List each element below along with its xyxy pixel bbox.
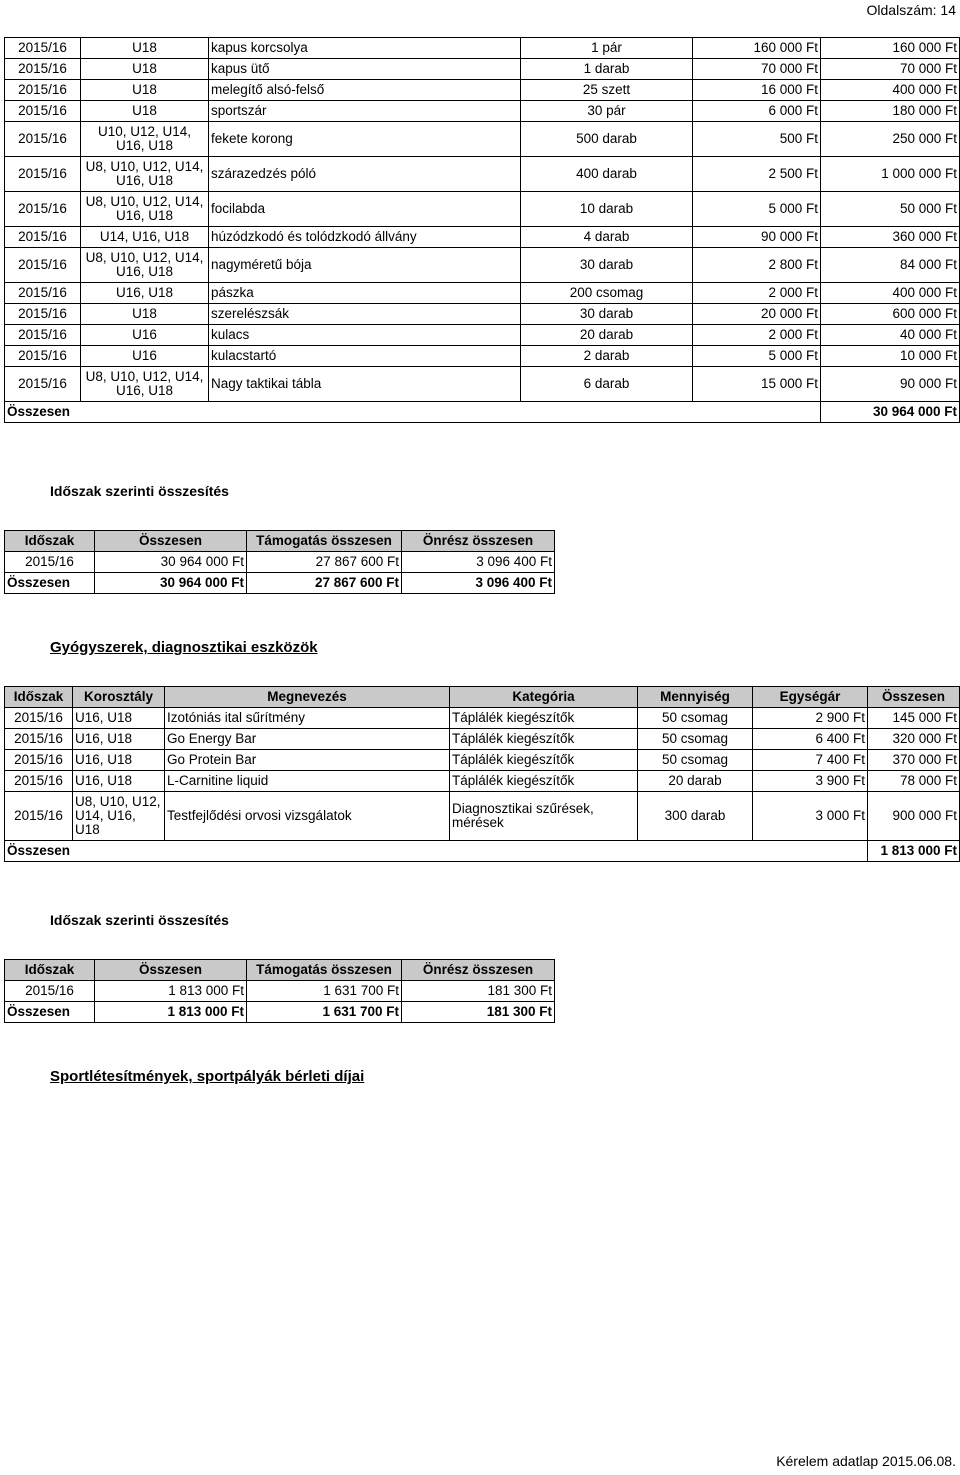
facilities-section-title: Sportlétesítmények, sportpályák bérleti díjai: [50, 1068, 365, 1085]
unit-price-cell: 5 000 Ft: [693, 192, 821, 227]
category-cell: Táplálék kiegészítők: [450, 729, 638, 750]
item-name-cell: focilabda: [209, 192, 521, 227]
page-number: Oldalszám: 14: [866, 2, 956, 18]
equipment-table: [4, 37, 960, 423]
table-row: [5, 981, 555, 1002]
footer-text: Kérelem adatlap 2015.06.08.: [776, 1453, 956, 1469]
total-cell: 84 000 Ft: [821, 248, 960, 283]
quantity-cell: 10 darab: [521, 192, 693, 227]
unit-price-cell: 7 400 Ft: [753, 750, 868, 771]
unit-price-cell: 3 900 Ft: [753, 771, 868, 792]
period-summary-table-2: [4, 959, 555, 1023]
age-cell: U16: [81, 325, 209, 346]
item-name-cell: kulacs: [209, 325, 521, 346]
unit-price-cell: 2 900 Ft: [753, 708, 868, 729]
total-row: [5, 402, 960, 423]
table-row: [5, 227, 960, 248]
drugs-table: [4, 686, 960, 862]
item-name-cell: pászka: [209, 283, 521, 304]
equipment-rows: [5, 38, 960, 423]
quantity-cell: 2 darab: [521, 346, 693, 367]
category-cell: Diagnosztikai szűrések, mérések: [450, 792, 638, 841]
table-row: [5, 346, 960, 367]
total-row: [5, 1002, 555, 1023]
quantity-cell: 6 darab: [521, 367, 693, 402]
age-cell: U8, U10, U12, U14, U16, U18: [81, 157, 209, 192]
total-label: Összesen: [5, 573, 95, 594]
table-row: [5, 552, 555, 573]
period-cell: 2015/16: [5, 80, 81, 101]
unit-price-cell: 500 Ft: [693, 122, 821, 157]
period-cell: 2015/16: [5, 283, 81, 304]
total-cell: 180 000 Ft: [821, 101, 960, 122]
table-row: [5, 304, 960, 325]
unit-price-cell: 20 000 Ft: [693, 304, 821, 325]
total-cell: 78 000 Ft: [868, 771, 960, 792]
table-row: [5, 750, 960, 771]
table-row: [5, 59, 960, 80]
item-name-cell: Izotóniás ital sűrítmény: [165, 708, 450, 729]
age-cell: U16, U18: [73, 771, 165, 792]
header-age-group: Korosztály: [73, 687, 165, 708]
header-total: Összesen: [95, 531, 247, 552]
period-cell: 2015/16: [5, 552, 95, 573]
unit-price-cell: 3 000 Ft: [753, 792, 868, 841]
header-unit-price: Egységár: [753, 687, 868, 708]
period-cell: 2015/16: [5, 227, 81, 248]
age-cell: U18: [81, 304, 209, 325]
table-row: [5, 792, 960, 841]
drugs-section-title: Gyógyszerek, diagnosztikai eszközök: [50, 639, 318, 656]
unit-price-cell: 15 000 Ft: [693, 367, 821, 402]
age-cell: U16, U18: [73, 708, 165, 729]
category-cell: Táplálék kiegészítők: [450, 771, 638, 792]
total-value: 30 964 000 Ft: [821, 402, 960, 423]
period-cell: 2015/16: [5, 248, 81, 283]
total-cell: 400 000 Ft: [821, 283, 960, 304]
total-row: [5, 573, 555, 594]
period-cell: 2015/16: [5, 792, 73, 841]
header-period: Időszak: [5, 531, 95, 552]
total-cell: 40 000 Ft: [821, 325, 960, 346]
unit-price-cell: 6 000 Ft: [693, 101, 821, 122]
period-cell: 2015/16: [5, 325, 81, 346]
total-cell: 30 964 000 Ft: [95, 573, 247, 594]
age-cell: U8, U10, U12, U14, U16, U18: [73, 792, 165, 841]
total-cell: 1 000 000 Ft: [821, 157, 960, 192]
table-row: [5, 729, 960, 750]
quantity-cell: 50 csomag: [638, 750, 753, 771]
table-row: [5, 80, 960, 101]
period-cell: 2015/16: [5, 122, 81, 157]
quantity-cell: 25 szett: [521, 80, 693, 101]
quantity-cell: 20 darab: [638, 771, 753, 792]
item-name-cell: szerelészsák: [209, 304, 521, 325]
total-cell: 90 000 Ft: [821, 367, 960, 402]
category-cell: Táplálék kiegészítők: [450, 750, 638, 771]
quantity-cell: 300 darab: [638, 792, 753, 841]
unit-price-cell: 16 000 Ft: [693, 80, 821, 101]
total-cell: 400 000 Ft: [821, 80, 960, 101]
quantity-cell: 30 pár: [521, 101, 693, 122]
total-cell: 50 000 Ft: [821, 192, 960, 227]
table-row: [5, 157, 960, 192]
support-cell: 1 631 700 Ft: [247, 981, 402, 1002]
item-name-cell: Testfejlődési orvosi vizsgálatok: [165, 792, 450, 841]
total-cell: 10 000 Ft: [821, 346, 960, 367]
own-share-cell: 3 096 400 Ft: [402, 573, 555, 594]
header-quantity: Mennyiség: [638, 687, 753, 708]
item-name-cell: Nagy taktikai tábla: [209, 367, 521, 402]
age-cell: U16, U18: [73, 729, 165, 750]
period-summary-table: [4, 530, 555, 594]
header-period: Időszak: [5, 687, 73, 708]
quantity-cell: 1 pár: [521, 38, 693, 59]
age-cell: U18: [81, 101, 209, 122]
unit-price-cell: 2 500 Ft: [693, 157, 821, 192]
table-header-row: [5, 687, 960, 708]
period-cell: 2015/16: [5, 729, 73, 750]
quantity-cell: 20 darab: [521, 325, 693, 346]
table-row: [5, 325, 960, 346]
quantity-cell: 50 csomag: [638, 708, 753, 729]
unit-price-cell: 90 000 Ft: [693, 227, 821, 248]
total-cell: 30 964 000 Ft: [95, 552, 247, 573]
item-name-cell: kapus ütő: [209, 59, 521, 80]
total-cell: 250 000 Ft: [821, 122, 960, 157]
age-cell: U18: [81, 59, 209, 80]
unit-price-cell: 5 000 Ft: [693, 346, 821, 367]
quantity-cell: 30 darab: [521, 248, 693, 283]
item-name-cell: sportszár: [209, 101, 521, 122]
total-cell: 160 000 Ft: [821, 38, 960, 59]
header-category: Kategória: [450, 687, 638, 708]
item-name-cell: fekete korong: [209, 122, 521, 157]
support-cell: 1 631 700 Ft: [247, 1002, 402, 1023]
item-name-cell: Go Protein Bar: [165, 750, 450, 771]
period-cell: 2015/16: [5, 38, 81, 59]
period-cell: 2015/16: [5, 304, 81, 325]
age-cell: U8, U10, U12, U14, U16, U18: [81, 367, 209, 402]
period-summary-title: Időszak szerinti összesítés: [50, 483, 229, 499]
age-cell: U16, U18: [81, 283, 209, 304]
table-row: [5, 192, 960, 227]
period-cell: 2015/16: [5, 771, 73, 792]
total-label: Összesen: [5, 402, 821, 423]
header-own-share-total: Önrész összesen: [402, 531, 555, 552]
item-name-cell: kapus korcsolya: [209, 38, 521, 59]
age-cell: U14, U16, U18: [81, 227, 209, 248]
quantity-cell: 500 darab: [521, 122, 693, 157]
period-cell: 2015/16: [5, 367, 81, 402]
unit-price-cell: 2 000 Ft: [693, 283, 821, 304]
support-cell: 27 867 600 Ft: [247, 573, 402, 594]
period-cell: 2015/16: [5, 59, 81, 80]
total-cell: 900 000 Ft: [868, 792, 960, 841]
table-row: [5, 283, 960, 304]
table-header-row: [5, 531, 555, 552]
table-row: [5, 248, 960, 283]
item-name-cell: melegítő alsó-felső: [209, 80, 521, 101]
header-support-total: Támogatás összesen: [247, 531, 402, 552]
total-value: 1 813 000 Ft: [868, 841, 960, 862]
header-total: Összesen: [868, 687, 960, 708]
header-total: Összesen: [95, 960, 247, 981]
period-cell: 2015/16: [5, 101, 81, 122]
item-name-cell: Go Energy Bar: [165, 729, 450, 750]
item-name-cell: nagyméretű bója: [209, 248, 521, 283]
quantity-cell: 200 csomag: [521, 283, 693, 304]
item-name-cell: húzódzkodó és tolódzkodó állvány: [209, 227, 521, 248]
total-cell: 370 000 Ft: [868, 750, 960, 771]
unit-price-cell: 6 400 Ft: [753, 729, 868, 750]
header-own-share-total: Önrész összesen: [402, 960, 555, 981]
table-row: [5, 771, 960, 792]
item-name-cell: kulacstartó: [209, 346, 521, 367]
total-cell: 1 813 000 Ft: [95, 981, 247, 1002]
period-summary-title-2: Időszak szerinti összesítés: [50, 912, 229, 928]
age-cell: U18: [81, 38, 209, 59]
quantity-cell: 30 darab: [521, 304, 693, 325]
age-cell: U16, U18: [73, 750, 165, 771]
item-name-cell: szárazedzés póló: [209, 157, 521, 192]
table-row: [5, 122, 960, 157]
total-cell: 320 000 Ft: [868, 729, 960, 750]
own-share-cell: 181 300 Ft: [402, 981, 555, 1002]
unit-price-cell: 160 000 Ft: [693, 38, 821, 59]
own-share-cell: 3 096 400 Ft: [402, 552, 555, 573]
header-support-total: Támogatás összesen: [247, 960, 402, 981]
own-share-cell: 181 300 Ft: [402, 1002, 555, 1023]
age-cell: U16: [81, 346, 209, 367]
total-cell: 1 813 000 Ft: [95, 1002, 247, 1023]
total-cell: 70 000 Ft: [821, 59, 960, 80]
total-cell: 360 000 Ft: [821, 227, 960, 248]
period-cell: 2015/16: [5, 708, 73, 729]
age-cell: U8, U10, U12, U14, U16, U18: [81, 192, 209, 227]
total-label: Összesen: [5, 1002, 95, 1023]
table-header-row: [5, 960, 555, 981]
age-cell: U10, U12, U14, U16, U18: [81, 122, 209, 157]
unit-price-cell: 70 000 Ft: [693, 59, 821, 80]
table-row: [5, 708, 960, 729]
unit-price-cell: 2 000 Ft: [693, 325, 821, 346]
total-row: [5, 841, 960, 862]
header-period: Időszak: [5, 960, 95, 981]
quantity-cell: 4 darab: [521, 227, 693, 248]
unit-price-cell: 2 800 Ft: [693, 248, 821, 283]
age-cell: U8, U10, U12, U14, U16, U18: [81, 248, 209, 283]
support-cell: 27 867 600 Ft: [247, 552, 402, 573]
period-cell: 2015/16: [5, 981, 95, 1002]
header-name: Megnevezés: [165, 687, 450, 708]
period-cell: 2015/16: [5, 192, 81, 227]
quantity-cell: 1 darab: [521, 59, 693, 80]
quantity-cell: 50 csomag: [638, 729, 753, 750]
quantity-cell: 400 darab: [521, 157, 693, 192]
total-label: Összesen: [5, 841, 868, 862]
table-row: [5, 38, 960, 59]
table-row: [5, 367, 960, 402]
category-cell: Táplálék kiegészítők: [450, 708, 638, 729]
total-cell: 145 000 Ft: [868, 708, 960, 729]
period-cell: 2015/16: [5, 346, 81, 367]
period-cell: 2015/16: [5, 750, 73, 771]
table-row: [5, 101, 960, 122]
total-cell: 600 000 Ft: [821, 304, 960, 325]
item-name-cell: L-Carnitine liquid: [165, 771, 450, 792]
age-cell: U18: [81, 80, 209, 101]
period-cell: 2015/16: [5, 157, 81, 192]
